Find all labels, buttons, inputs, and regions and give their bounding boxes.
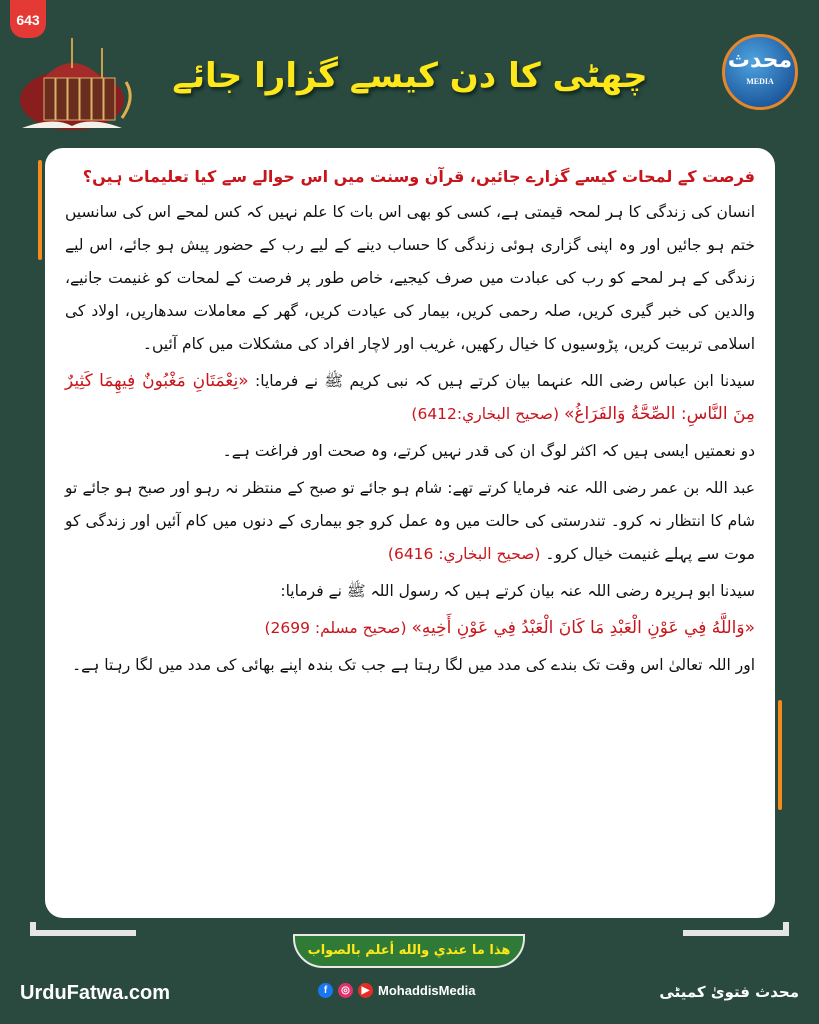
intro-line: زندگی کے ہر لمحے کو رب کی عبادت میں صرف کیجیے، خاص طور پر فرصت کے لمحات کو غنیمت	[108, 269, 755, 287]
intro-line: میں کام آئیں۔	[142, 335, 234, 353]
hadith2-lead: سیدنا ابو ہریرہ رضی اللہ عنہ بیان کرتے ہیں کہ رسول اللہ ﷺ نے فرمایا:	[280, 582, 755, 600]
hadith2-reference: (صحيح مسلم: 2699)	[264, 619, 407, 637]
hadith1-lead: سیدنا ابن عباس رضی اللہ عنہما بیان کرتے ہیں کہ نبی کریم ﷺ نے فرمایا:	[255, 372, 755, 390]
committee-name: محدث فتویٰ کمیٹی	[659, 983, 799, 1001]
post-number-badge: 643	[10, 0, 46, 38]
athar-text: سے پہلے غنیمت خیال کرو۔	[545, 545, 720, 563]
accent-bar-right	[778, 700, 782, 810]
hadith1-translation: دو نعمتیں ایسی ہیں کہ اکثر لوگ ان کی قدر نہیں کرتے، وہ صحت اور فراغت ہے۔	[222, 442, 755, 460]
athar-line: عبد اللہ بن عمر رضی اللہ عنہ فرمایا کرتے تھے: شام ہو جائے تو صبح کے منتظر نہ رہو اور صبح ہو جائے تو شام	[65, 479, 755, 530]
hadith2-arabic: «وَاللَّهُ فِي عَوْنِ الْعَبْدِ مَا كَانَ الْعَبْدُ فِي عَوْنِ أَخِيهِ»	[411, 618, 755, 638]
corner-bracket-right	[683, 922, 789, 936]
athar-reference: (صحيح البخاري: 6416)	[387, 545, 541, 563]
website-link[interactable]: UrduFatwa.com	[20, 982, 171, 1004]
athar-paragraph	[65, 472, 755, 571]
logo-mark: محدث	[727, 48, 793, 73]
hadith2-translation: اور اللہ تعالیٰ اس وقت تک بندے کی مدد میں لگا رہتا ہے جب تک بندہ اپنے بھائی کی مدد میں لگا رہتا ہے۔	[72, 656, 755, 674]
intro-line: ہو جائیں اور وہ اپنی گزاری ہوئی زندگی کا حساب دینے کے لیے رب کے حضور پیش ہو جائے، اس لیے	[65, 236, 725, 254]
youtube-icon[interactable]: ▶	[358, 983, 373, 998]
question-heading: فرصت کے لمحات کیسے گزارے جائیں، قرآن وسنت میں اس حوالے سے کیا تعلیمات ہیں؟	[82, 167, 755, 186]
hadith1-arabic-part1: «نِعْمَتَانِ مَغْبُونٌ فِيهِمَا	[99, 371, 249, 391]
hadith1-reference: (صحيح البخاري:6412)	[411, 405, 560, 423]
intro-paragraph	[65, 196, 755, 361]
closing-phrase: هذا ما عندي والله أعلم بالصواب	[293, 934, 525, 968]
hadith2-arabic-line	[65, 612, 755, 645]
intro-line: انسان کی زندگی کا ہر لمحہ قیمتی ہے، کسی کو بھی اس بات کا علم نہیں کہ کس لمحے اس کی سانسیں ختم	[65, 203, 756, 254]
facebook-icon[interactable]: f	[318, 983, 333, 998]
hadith1-arabic-part2: كَثِيرٌ مِنَ النَّاسِ: الصِّحَّةُ وَالفَرَاغُ»	[65, 371, 755, 424]
social-links	[318, 983, 476, 998]
athar-line: کا انتظار نہ کرو۔ تندرستی کی حالت میں وہ عمل کرو جو بیماری کے دنوں میں کام آئیں اور زندگی کو موت	[65, 512, 755, 563]
mohaddis-media-logo	[722, 34, 798, 110]
page-title: چھٹی کا دن کیسے گزارا جائے	[172, 56, 648, 96]
intro-line: سدھاریں، اولاد کی اسلامی تربیت کریں، پڑوسیوں کا خیال رکھیں، غریب اور لاچار افراد کی مشکلات	[65, 302, 755, 353]
instagram-icon[interactable]: ◎	[338, 983, 353, 998]
books-mosque-icon	[14, 38, 144, 130]
social-handle: MohaddisMedia	[378, 983, 476, 998]
corner-bracket-left	[30, 922, 136, 936]
intro-line: جانیے، والدین کی خبر گیری کریں، صلہ رحمی کریں، بیمار کی عیادت کریں، گھر کے معاملات	[65, 269, 755, 320]
accent-bar-left	[38, 160, 42, 260]
content-card	[45, 148, 775, 918]
hadith1-paragraph	[65, 365, 755, 431]
logo-subtext: MEDIA	[746, 77, 774, 86]
